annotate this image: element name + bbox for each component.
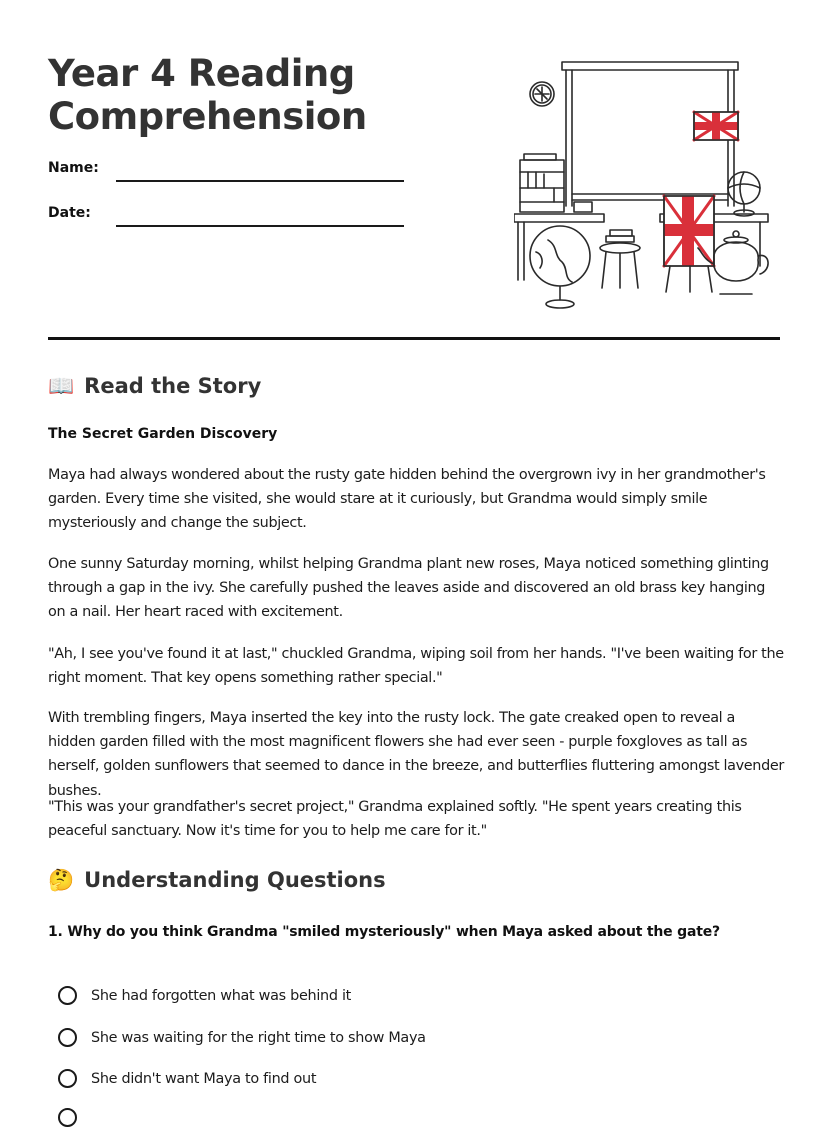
answer-option-label: She didn't want Maya to find out: [91, 1070, 317, 1087]
read-story-heading-text: Read the Story: [84, 374, 262, 398]
read-story-heading: [48, 374, 261, 398]
chair-flag-icon: [664, 196, 714, 292]
story-title: The Secret Garden Discovery: [48, 426, 278, 442]
desk-icon: [514, 202, 604, 280]
story-paragraph: "This was your grandfather's secret project," Grandma explained softly. "He spent years creating this peaceful sanctuary. Now it's time for you to help me care for it.": [48, 799, 742, 840]
page-title: [48, 52, 468, 138]
open-book-icon: 📖: [48, 373, 75, 398]
story-paragraph: With trembling fingers, Maya inserted the key into the rusty lock. The gate creaked open to reveal a hidden garden filled with the most magnificent flowers she had ever seen - purple foxgloves as tall as herself, golden sunflowers that seemed to dance in the breeze, and butterflies fluttering amongst lavender bushes.: [48, 710, 784, 799]
answer-option[interactable]: [58, 986, 351, 1005]
story-paragraph: Maya had always wondered about the rusty gate hidden behind the overgrown ivy in her grandmother's garden. Every time she visited, she would stare at it curiously, but Grandma would simply smile mysteriously and change the subject.: [48, 467, 766, 532]
stool-icon: [600, 230, 640, 288]
understanding-questions-heading-text: Understanding Questions: [84, 868, 386, 892]
union-flag-icon: [694, 112, 738, 140]
radio-button[interactable]: [58, 986, 77, 1005]
answer-option-label: She was waiting for the right time to show Maya: [91, 1029, 426, 1046]
bookshelf-icon: [520, 154, 564, 212]
name-label: Name:: [48, 160, 99, 176]
title-line-1: Year 4 Reading: [48, 52, 355, 95]
story-paragraph: One sunny Saturday morning, whilst helping Grandma plant new roses, Maya noticed something glinting through a gap in the ivy. She carefully pushed the leaves aside and discovered an old brass key hanging on a nail. Her heart raced with excitement.: [48, 556, 769, 621]
title-line-2: Comprehension: [48, 95, 367, 138]
classroom-illustration: [514, 56, 774, 316]
understanding-questions-heading: [48, 868, 386, 892]
question-1: 1. Why do you think Grandma "smiled mysteriously" when Maya asked about the gate?: [48, 924, 720, 940]
answer-option-label: She had forgotten what was behind it: [91, 987, 352, 1004]
date-label: Date:: [48, 205, 91, 221]
globe-icon: [530, 226, 590, 308]
header-divider: [48, 337, 780, 340]
wall-clock-icon: [530, 82, 554, 106]
story-paragraph: "Ah, I see you've found it at last," chuckled Grandma, wiping soil from her hands. "I've been waiting for the right moment. That key opens something rather special.": [48, 646, 784, 687]
answer-option[interactable]: [58, 1028, 426, 1047]
date-field[interactable]: [116, 225, 404, 227]
small-globe-icon: [728, 172, 760, 216]
radio-button[interactable]: [58, 1069, 77, 1088]
thinking-face-icon: 🤔: [48, 867, 75, 892]
answer-option[interactable]: [58, 1069, 316, 1088]
radio-button[interactable]: [58, 1028, 77, 1047]
name-field[interactable]: [116, 180, 404, 182]
